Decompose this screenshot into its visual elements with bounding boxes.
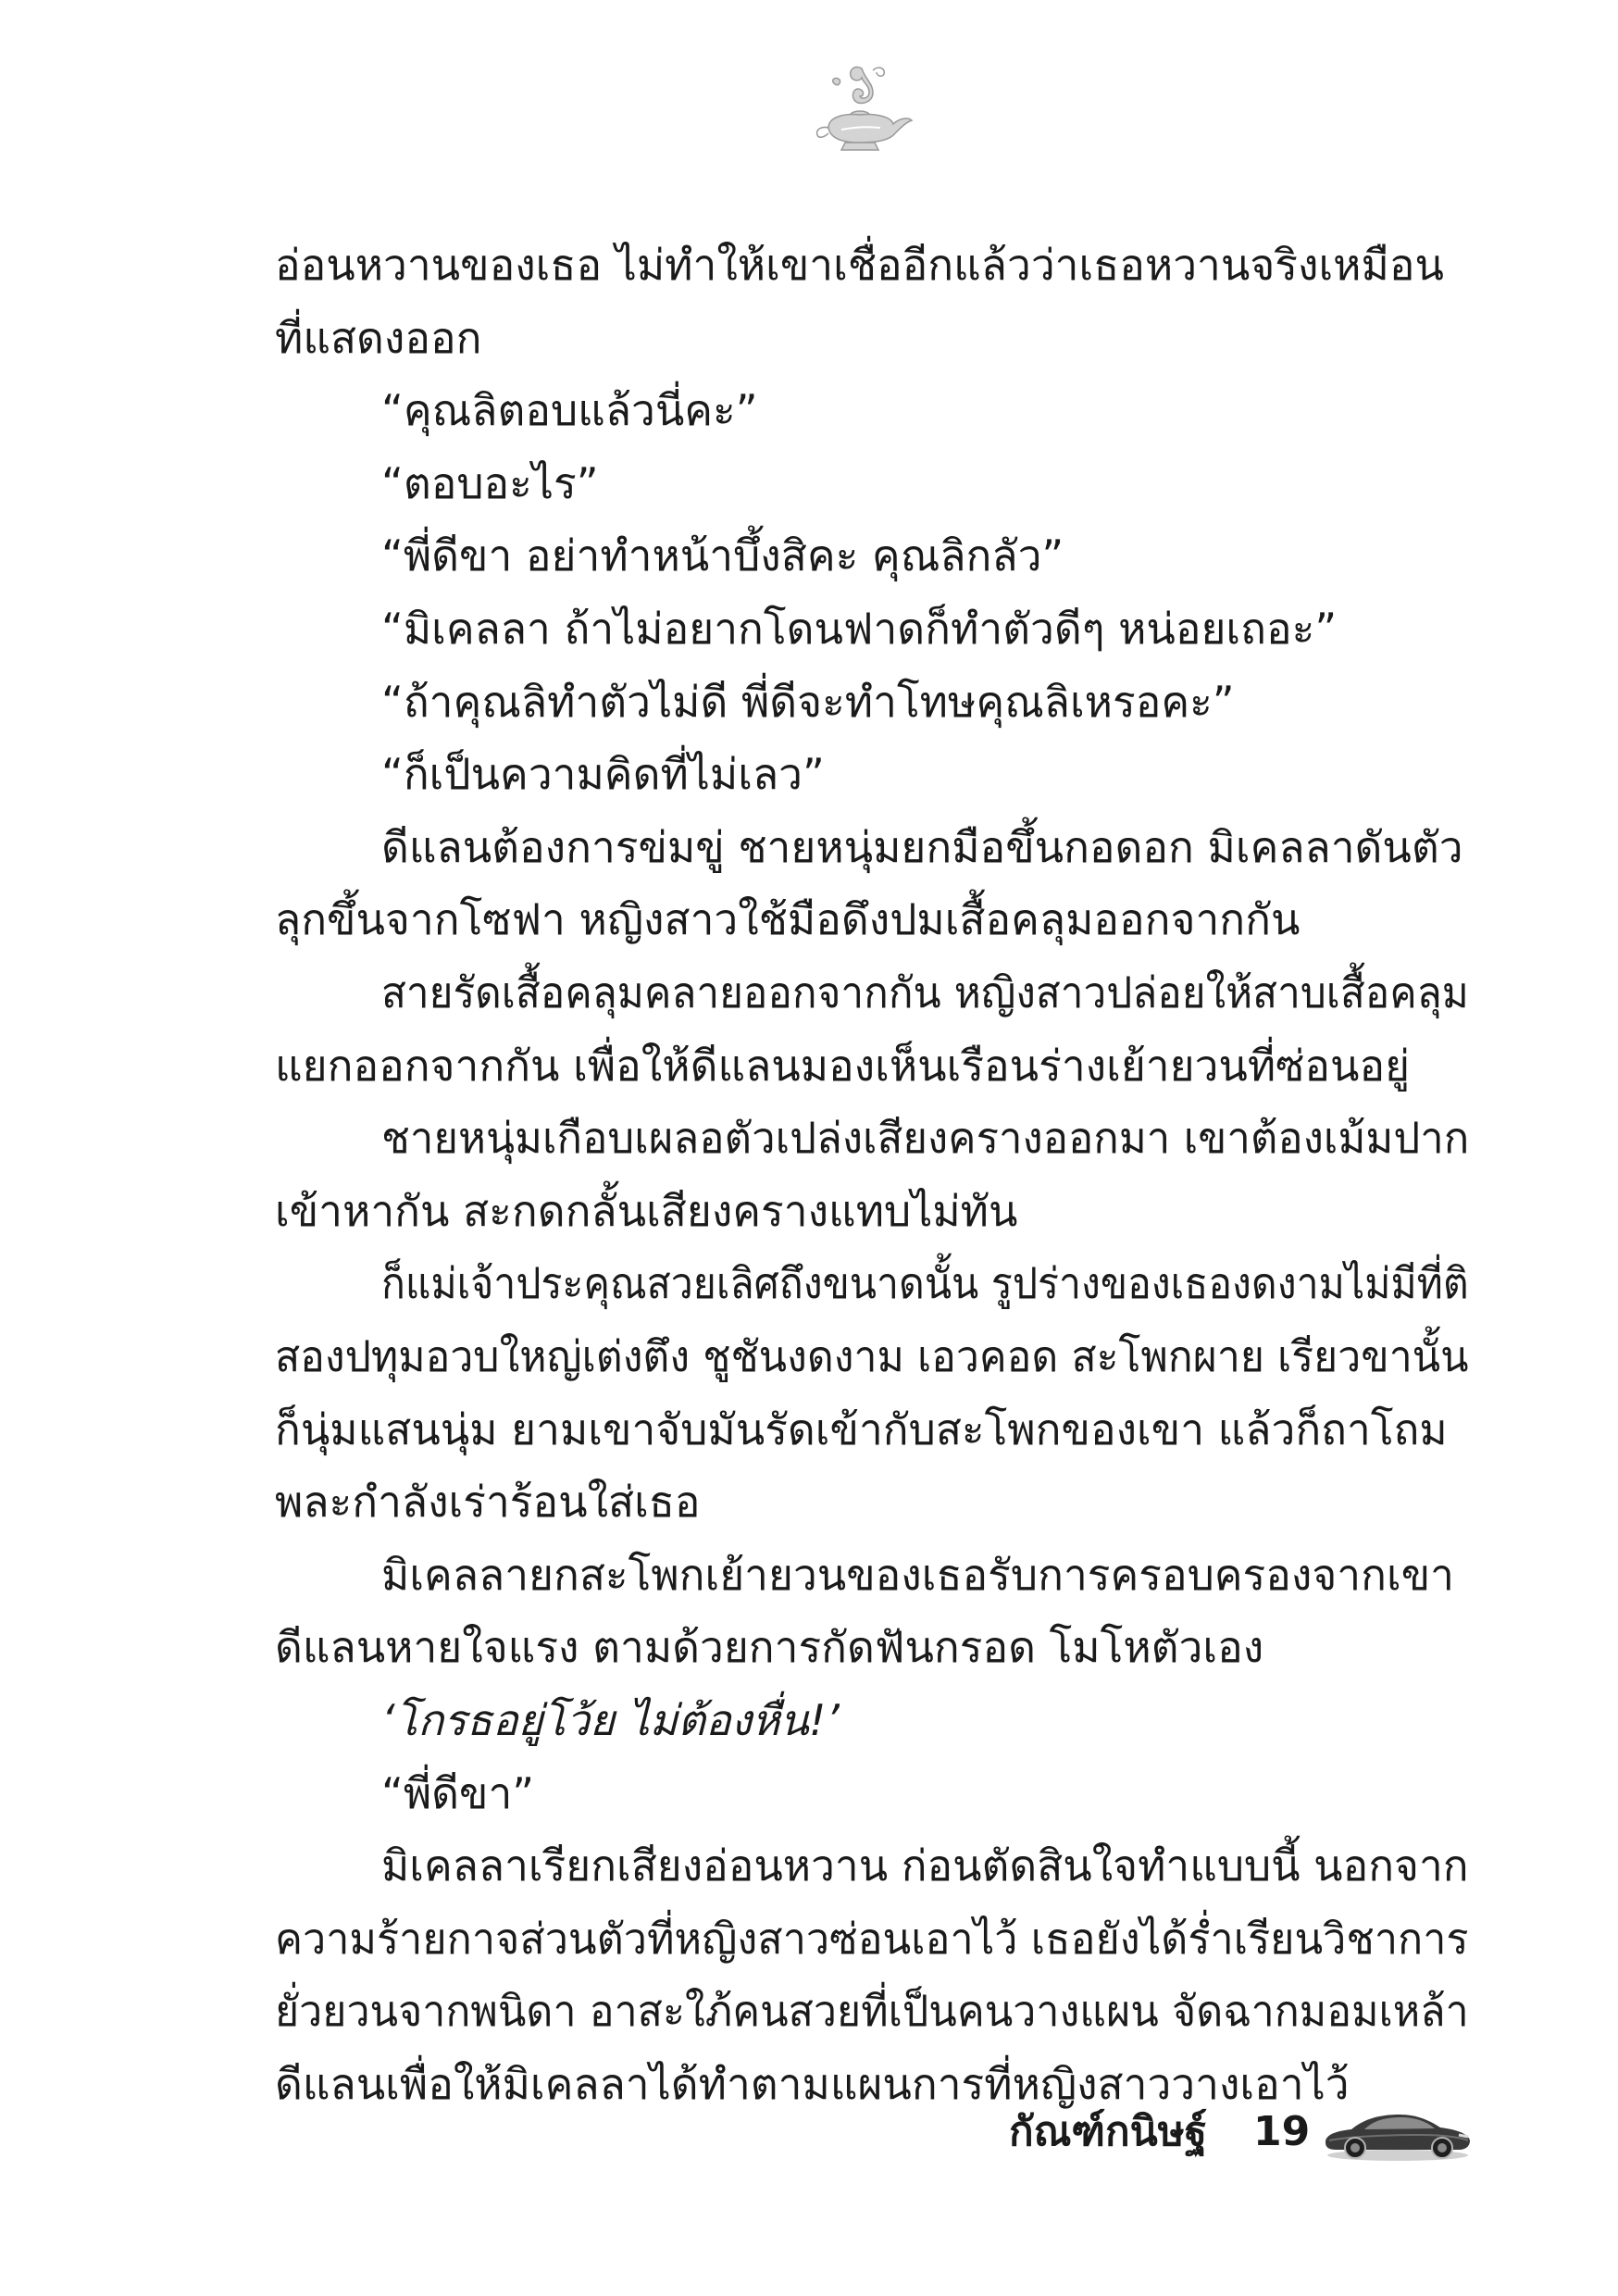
text-line: “ถ้าคุณลิทำตัวไม่ดี พี่ดีจะทำโทษคุณลิเหรอคะ” [381, 676, 1235, 727]
text-line: “มิเคลลา ถ้าไม่อยากโดนฟาดก็ทำตัวดีๆ หน่อยเถอะ” [381, 604, 1338, 654]
text-line: ชายหนุ่มเกือบเผลอตัวเปล่งเสียงครางออกมา เขาต้องเม้มปาก [381, 1113, 1470, 1164]
page-footer [1009, 2100, 1527, 2165]
text-line: สายรัดเสื้อคลุมคลายออกจากกัน หญิงสาวปล่อยให้สาบเสื้อคลุม [381, 967, 1469, 1017]
text-line: ก็แม่เจ้าประคุณสวยเลิศถึงขนาดนั้น รูปร่างของเธองดงามไม่มีที่ติ [381, 1258, 1469, 1309]
page-number: 19 [1253, 2108, 1311, 2155]
text-line: มิเคลลายกสะโพกเย้ายวนของเธอรับการครอบครองจากเขา [381, 1549, 1454, 1600]
text-line: พละกำลังเร่าร้อนใส่เธอ [275, 1477, 701, 1528]
text-line: “พี่ดีขา อย่าทำหน้าบึ้งสิคะ คุณลิกลัว” [381, 530, 1064, 581]
sports-car-icon [1320, 2103, 1474, 2163]
text-line: “พี่ดีขา” [381, 1767, 535, 1818]
text-line: “ตอบอะไร” [381, 457, 599, 508]
text-line: เข้าหากัน สะกดกลั้นเสียงครางแทบไม่ทัน [275, 1185, 1018, 1236]
text-line: ดีแลนเพื่อให้มิเคลลาได้ทำตามแผนการที่หญิงสาววางเอาไว้ [275, 2059, 1350, 2109]
text-line: “ก็เป็นความคิดที่ไม่เลว” [381, 749, 825, 800]
genie-lamp-icon [808, 61, 915, 154]
text-line: ที่แสดงออก [275, 312, 482, 363]
book-title: กัณฑ์กนิษฐ์ [1009, 2108, 1207, 2155]
text-line: ความร้ายกาจส่วนตัวที่หญิงสาวซ่อนเอาไว้ เธอยังได้ร่ำเรียนวิชาการ [275, 1913, 1469, 1964]
text-line: ยั่วยวนจากพนิดา อาสะใภ้คนสวยที่เป็นคนวางแผน จัดฉากมอมเหล้า [275, 1986, 1469, 2037]
text-line: มิเคลลาเรียกเสียงอ่อนหวาน ก่อนตัดสินใจทำแบบนี้ นอกจาก [381, 1841, 1469, 1891]
text-line: อ่อนหวานของเธอ ไม่ทำให้เขาเชื่ออีกแล้วว่าเธอหวานจริงเหมือน [275, 240, 1444, 290]
text-line: ‘โกรธอยู่โว้ย ไม่ต้องหื่น!’ [381, 1695, 840, 1745]
text-line: แยกออกจากกัน เพื่อให้ดีแลนมองเห็นเรือนร่างเย้ายวนที่ซ่อนอยู่ [275, 1040, 1411, 1091]
text-line: ดีแลนต้องการข่มขู่ ชายหนุ่มยกมือขึ้นกอดอก มิเคลลาดันตัว [381, 821, 1463, 872]
text-line: ลุกขึ้นจากโซฟา หญิงสาวใช้มือดึงปมเสื้อคลุมออกจากกัน [275, 894, 1301, 945]
text-line: ก็นุ่มแสนนุ่ม ยามเขาจับมันรัดเข้ากับสะโพกของเขา แล้วก็ถาโถม [275, 1404, 1448, 1454]
text-line: สองปทุมอวบใหญ่เต่งตึง ชูชันงดงาม เอวคอด สะโพกผาย เรียวขานั้น [275, 1331, 1469, 1381]
text-line: “คุณลิตอบแล้วนี่คะ” [381, 385, 758, 436]
text-line: ดีแลนหายใจแรง ตามด้วยการกัดฟันกรอด โมโหตัวเอง [275, 1622, 1264, 1673]
